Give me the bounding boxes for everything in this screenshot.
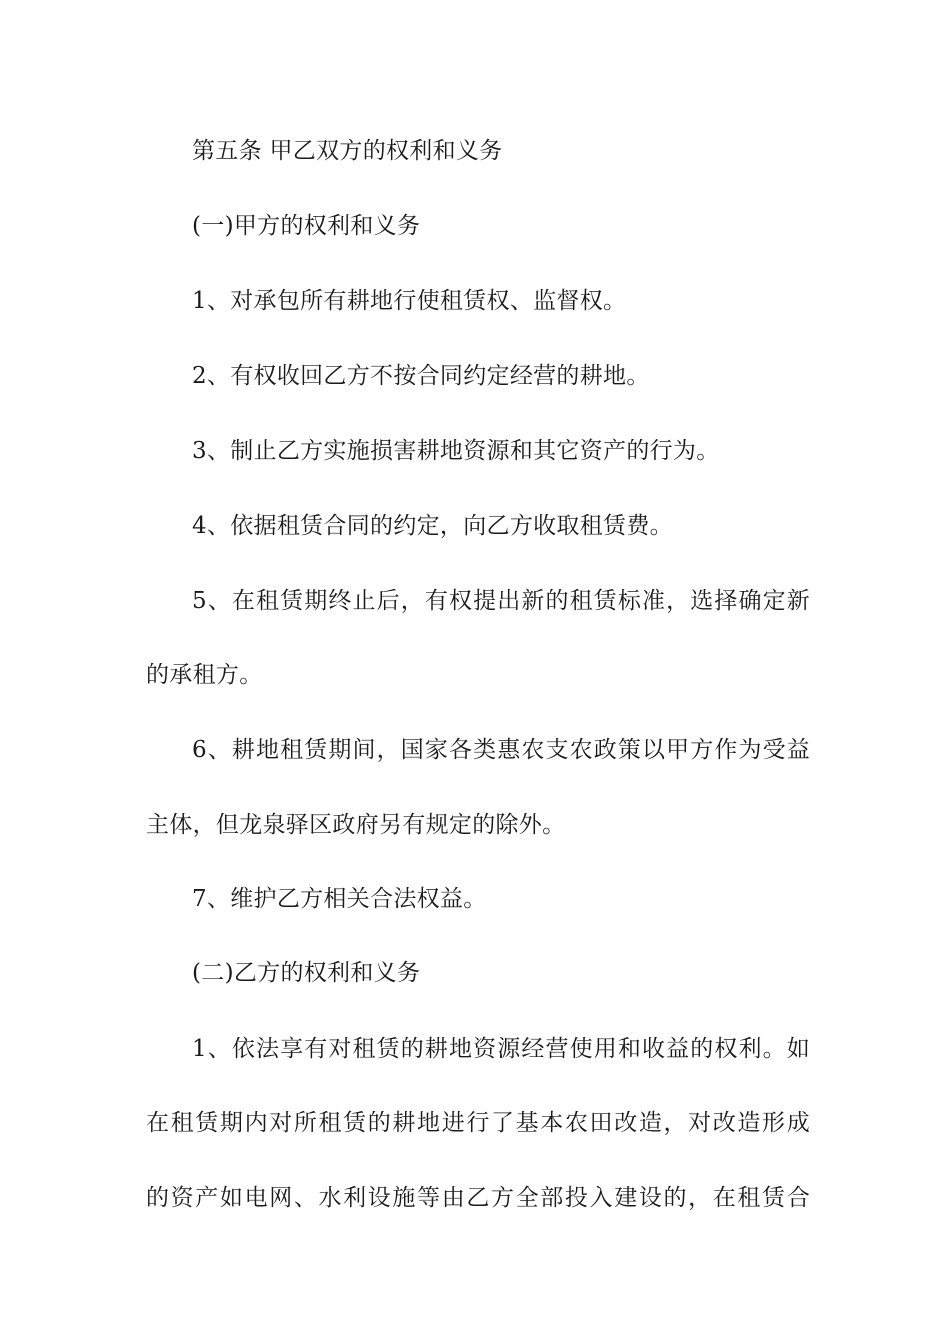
paragraph-line: 4、依据租赁合同的约定，向乙方收取租赁费。 xyxy=(192,513,673,539)
paragraph-line: 6、耕地租赁期间，国家各类惠农支农政策以甲方作为受益 xyxy=(192,737,810,763)
paragraph-line: 的资产如电网、水利设施等由乙方全部投入建设的，在租赁合 xyxy=(146,1185,810,1211)
section-heading-party-a: (一)甲方的权利和义务 xyxy=(192,213,421,239)
paragraph-line: 1、对承包所有耕地行使租赁权、监督权。 xyxy=(192,288,627,314)
paragraph-line: 2、有权收回乙方不按合同约定经营的耕地。 xyxy=(192,363,650,389)
paragraph-line: 主体，但龙泉驿区政府另有规定的除外。 xyxy=(146,812,566,838)
paragraph-line: 5、在租赁期终止后，有权提出新的租赁标准，选择确定新 xyxy=(192,588,810,614)
paragraph-line: 在租赁期内对所租赁的耕地进行了基本农田改造，对改造形成 xyxy=(146,1110,810,1136)
paragraph-line: 1、依法享有对租赁的耕地资源经营使用和收益的权利。如 xyxy=(192,1036,810,1062)
paragraph-line: 的承租方。 xyxy=(146,662,263,688)
paragraph-line: 7、维护乙方相关合法权益。 xyxy=(192,886,487,912)
paragraph-line: 3、制止乙方实施损害耕地资源和其它资产的行为。 xyxy=(192,438,720,464)
article-heading: 第五条 甲乙双方的权利和义务 xyxy=(192,138,503,164)
section-heading-party-b: (二)乙方的权利和义务 xyxy=(192,960,421,986)
